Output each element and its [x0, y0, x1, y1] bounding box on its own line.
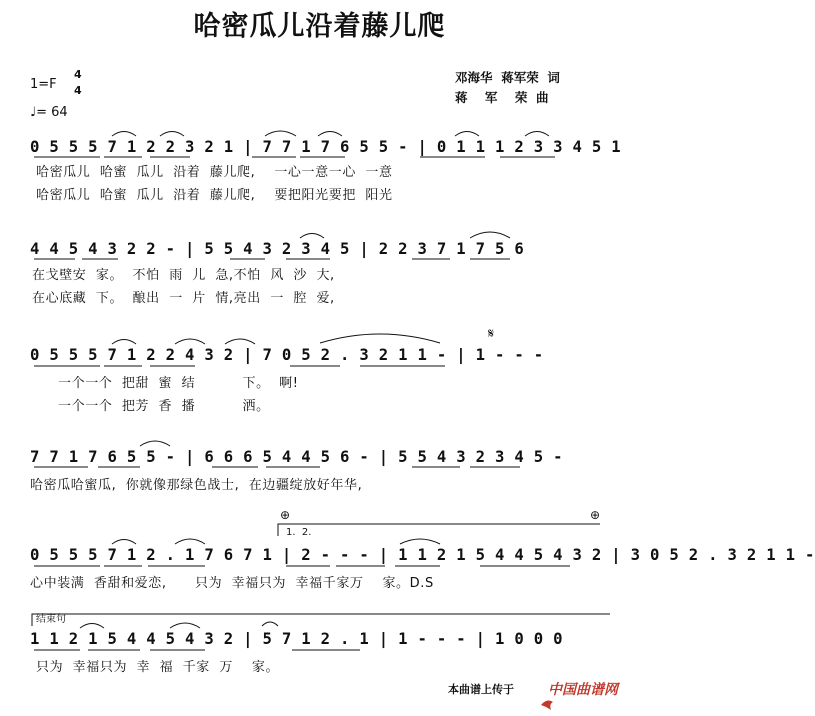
segno-sign: 𝄋 [488, 326, 495, 342]
ending-phrase-label: 结束句 [36, 614, 66, 625]
volta-bracket-label: 1. 2. [286, 527, 312, 538]
stave-1-lyrics-verse-2: 哈密瓜儿 哈蜜 瓜儿 沿着 藤儿爬, 要把阳光要把 阳光 [36, 188, 393, 203]
site-logo-text: 中国曲谱网 [548, 682, 618, 698]
composer-credit: 蒋 军 荣 曲 [455, 90, 549, 105]
coda-sign-right: ⊕ [590, 508, 601, 522]
stave-1-lyrics-verse-1: 哈密瓜儿 哈蜜 瓜儿 沿着 藤儿爬, 一心一意一心 一意 [36, 165, 393, 180]
stave-2-notes: 4 4 5 4 3 2 2 - | 5 5 4 3 2 3 4 5 | 2 2 3 7 1 7 5 6 [30, 240, 525, 258]
stave-3-lyrics-verse-1: 一个一个 把甜 蜜 结 下。 啊! [58, 376, 299, 391]
tempo-marking: ♩= 64 [30, 105, 68, 120]
stave-5-lyrics: 心中装满 香甜和爱恋, 只为 幸福只为 幸福千家万 家。D.S [30, 576, 434, 591]
page-title: 哈密瓜儿沿着藤儿爬 [193, 11, 446, 42]
time-signature-top: 4 [74, 68, 82, 81]
time-signature-bottom: 4 [74, 84, 82, 97]
stave-6-notes: 1 1 2 1 5 4 4 5 4 3 2 | 5 7 1 2 . 1 | 1 - - - | 1 0 0 0 [30, 630, 563, 648]
stave-4-lyrics: 哈密瓜哈蜜瓜, 你就像那绿色战士, 在边疆绽放好年华, [30, 478, 363, 493]
coda-sign-left: ⊕ [280, 508, 291, 522]
stave-3-lyrics-verse-2: 一个一个 把芳 香 播 洒。 [58, 399, 270, 414]
stave-3-notes: 0 5 5 5 7 1 2 2 4 3 2 | 7 0 5 2 . 3 2 1 1 - | 1 - - - [30, 346, 544, 364]
stave-5-notes: 0 5 5 5 7 1 2 . 1 7 6 7 1 | 2 - - - | 1 1 2 1 5 4 4 5 4 3 2 | 3 0 5 2 . 3 2 1 1 - [30, 546, 815, 564]
stave-1-notes: 0 5 5 5 7 1 2 2 3 2 1 | 7 7 1 7 6 5 5 - | 0 1 1 1 2 3 3 4 5 1 [30, 138, 621, 156]
stave-6-lyrics: 只为 幸福只为 幸 福 千家 万 家。 [36, 660, 280, 675]
key-signature: 1=F [30, 77, 57, 92]
upload-credit: 本曲谱上传于 [448, 683, 514, 696]
stave-2-lyrics-verse-2: 在心底藏 下。 酿出 一 片 情,亮出 一 腔 爱, [32, 291, 335, 306]
lyricist-credit: 邓海华 蒋军荣 词 [455, 70, 560, 85]
stave-2-lyrics-verse-1: 在戈壁安 家。 不怕 雨 儿 急,不怕 风 沙 大, [32, 268, 335, 283]
stave-4-notes: 7 7 1 7 6 5 5 - | 6 6 6 5 4 4 5 6 - | 5 5 4 3 2 3 4 5 - [30, 448, 563, 466]
